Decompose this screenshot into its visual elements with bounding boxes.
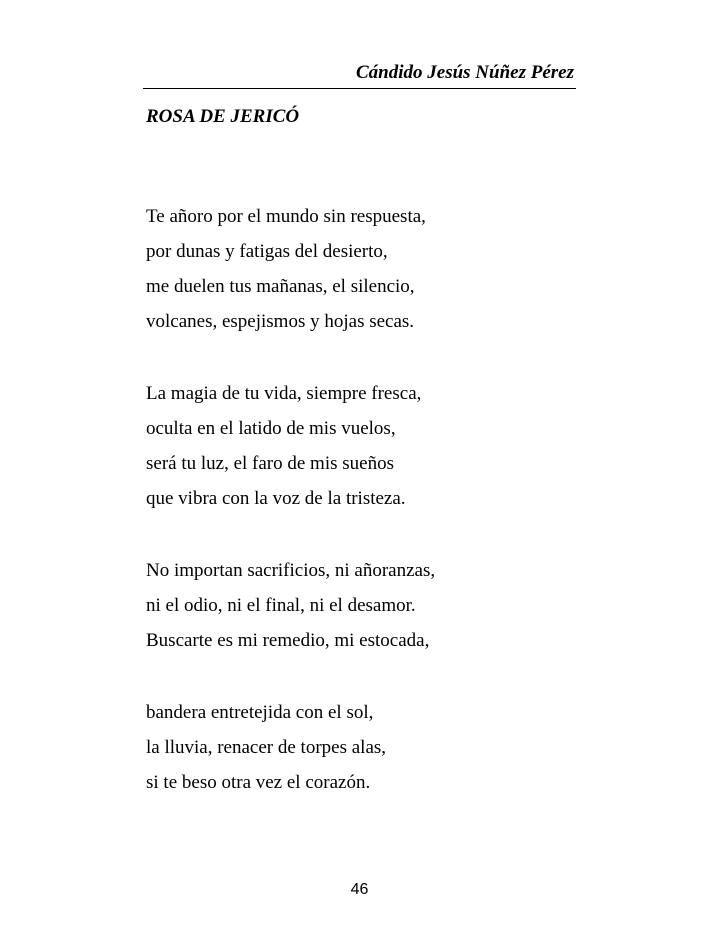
verse-line: Buscarte es mi remedio, mi estocada, (146, 630, 430, 651)
header-divider (143, 88, 576, 89)
verse-line: No importan sacrificios, ni añoranzas, (146, 560, 436, 581)
poem-body (146, 199, 576, 837)
verse-line: La magia de tu vida, siempre fresca, (146, 383, 422, 404)
verse-line: me duelen tus mañanas, el silencio, (146, 276, 415, 297)
poem-title: ROSA DE JERICÓ (146, 106, 300, 127)
verse-line: oculta en el latido de mis vuelos, (146, 418, 396, 439)
page-number: 46 (350, 881, 369, 898)
verse-line: bandera entretejida con el sol, (146, 702, 374, 723)
running-header-author: Cándido Jesús Núñez Pérez (356, 62, 574, 83)
verse-line: que vibra con la voz de la tristeza. (146, 488, 406, 509)
stanza-4 (146, 695, 576, 800)
stanza-3 (146, 553, 576, 658)
stanza-1 (146, 199, 576, 339)
verse-line: por dunas y fatigas del desierto, (146, 241, 388, 262)
verse-line: ni el odio, ni el final, ni el desamor. (146, 595, 416, 616)
verse-line: la lluvia, renacer de torpes alas, (146, 737, 387, 758)
verse-line: será tu luz, el faro de mis sueños (146, 453, 394, 474)
verse-line: Te añoro por el mundo sin respuesta, (146, 206, 426, 227)
verse-line: si te beso otra vez el corazón. (146, 772, 371, 793)
verse-line: volcanes, espejismos y hojas secas. (146, 311, 415, 332)
stanza-2 (146, 376, 576, 516)
